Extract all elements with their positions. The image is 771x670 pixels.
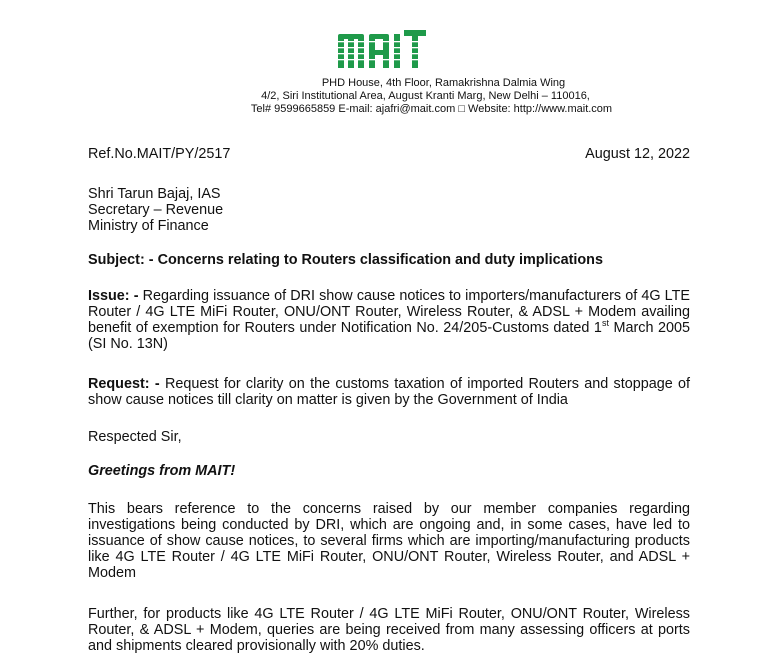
recipient-block (88, 186, 690, 234)
reference-number: Ref.No.MAIT/PY/2517 (88, 146, 231, 162)
greeting: Greetings from MAIT! (88, 463, 236, 479)
issue-text-end: March 2005 (SI No. 13N) (88, 320, 690, 352)
contact-line: Tel# 9599665859 E-mail: ajafri@mait.com □ Website: http://www.mait.com (250, 103, 613, 115)
recipient-name: Shri Tarun Bajaj, IAS (88, 186, 221, 202)
letter-date: August 12, 2022 (585, 146, 690, 162)
recipient-org: Ministry of Finance (88, 218, 209, 234)
subject-label: Subject: - (88, 252, 154, 268)
salutation: Respected Sir, (88, 429, 182, 445)
issue-label: Issue: - (88, 288, 139, 304)
recipient-title: Secretary – Revenue (88, 202, 224, 218)
request-text: Request for clarity on the customs taxation of imported Routers and stoppage of show cause notices till clarity on matter is given by the Government of India (88, 376, 691, 408)
issue-sup: st (601, 318, 609, 328)
address-line-2: 4/2, Siri Institutional Area, August Kranti Marg, New Delhi – 110016, (261, 90, 590, 102)
subject-line (88, 252, 690, 268)
body-paragraph-1: This bears reference to the concerns raised by our member companies regarding investigations being conducted by DRI, which are ongoing and, in some cases, have led to issuance of show cause notices, to several firms which are importing/manufacturing products like 4G LTE Router / 4G LTE MiFi Router, ONU/ONT Router, Wireless Router, and ADSL + Modem (88, 501, 690, 581)
issue-paragraph (88, 288, 690, 352)
body-paragraph-2: Further, for products like 4G LTE Router / 4G LTE MiFi Router, ONU/ONT Router, Wireless Router, & ADSL + Modem, queries are being received from many assessing officers at ports and shipments cleared provisionally with 20% duties. (88, 606, 690, 654)
address-line-1: PHD House, 4th Floor, Ramakrishna Dalmia Wing (321, 77, 566, 89)
request-paragraph (88, 376, 690, 408)
mait-logo (336, 28, 428, 72)
subject-text: Concerns relating to Routers classification and duty implications (157, 252, 603, 268)
issue-text: Regarding issuance of DRI show cause notices to importers/manufacturers of 4G LTE Router / 4G LTE MiFi Router, ONU/ONT Router, Wireless Router, & ADSL + Modem availing benefit of exemption for Routers under Notification No. 24/205-Customs dated 1 (88, 288, 691, 336)
request-label: Request: - (88, 376, 160, 392)
